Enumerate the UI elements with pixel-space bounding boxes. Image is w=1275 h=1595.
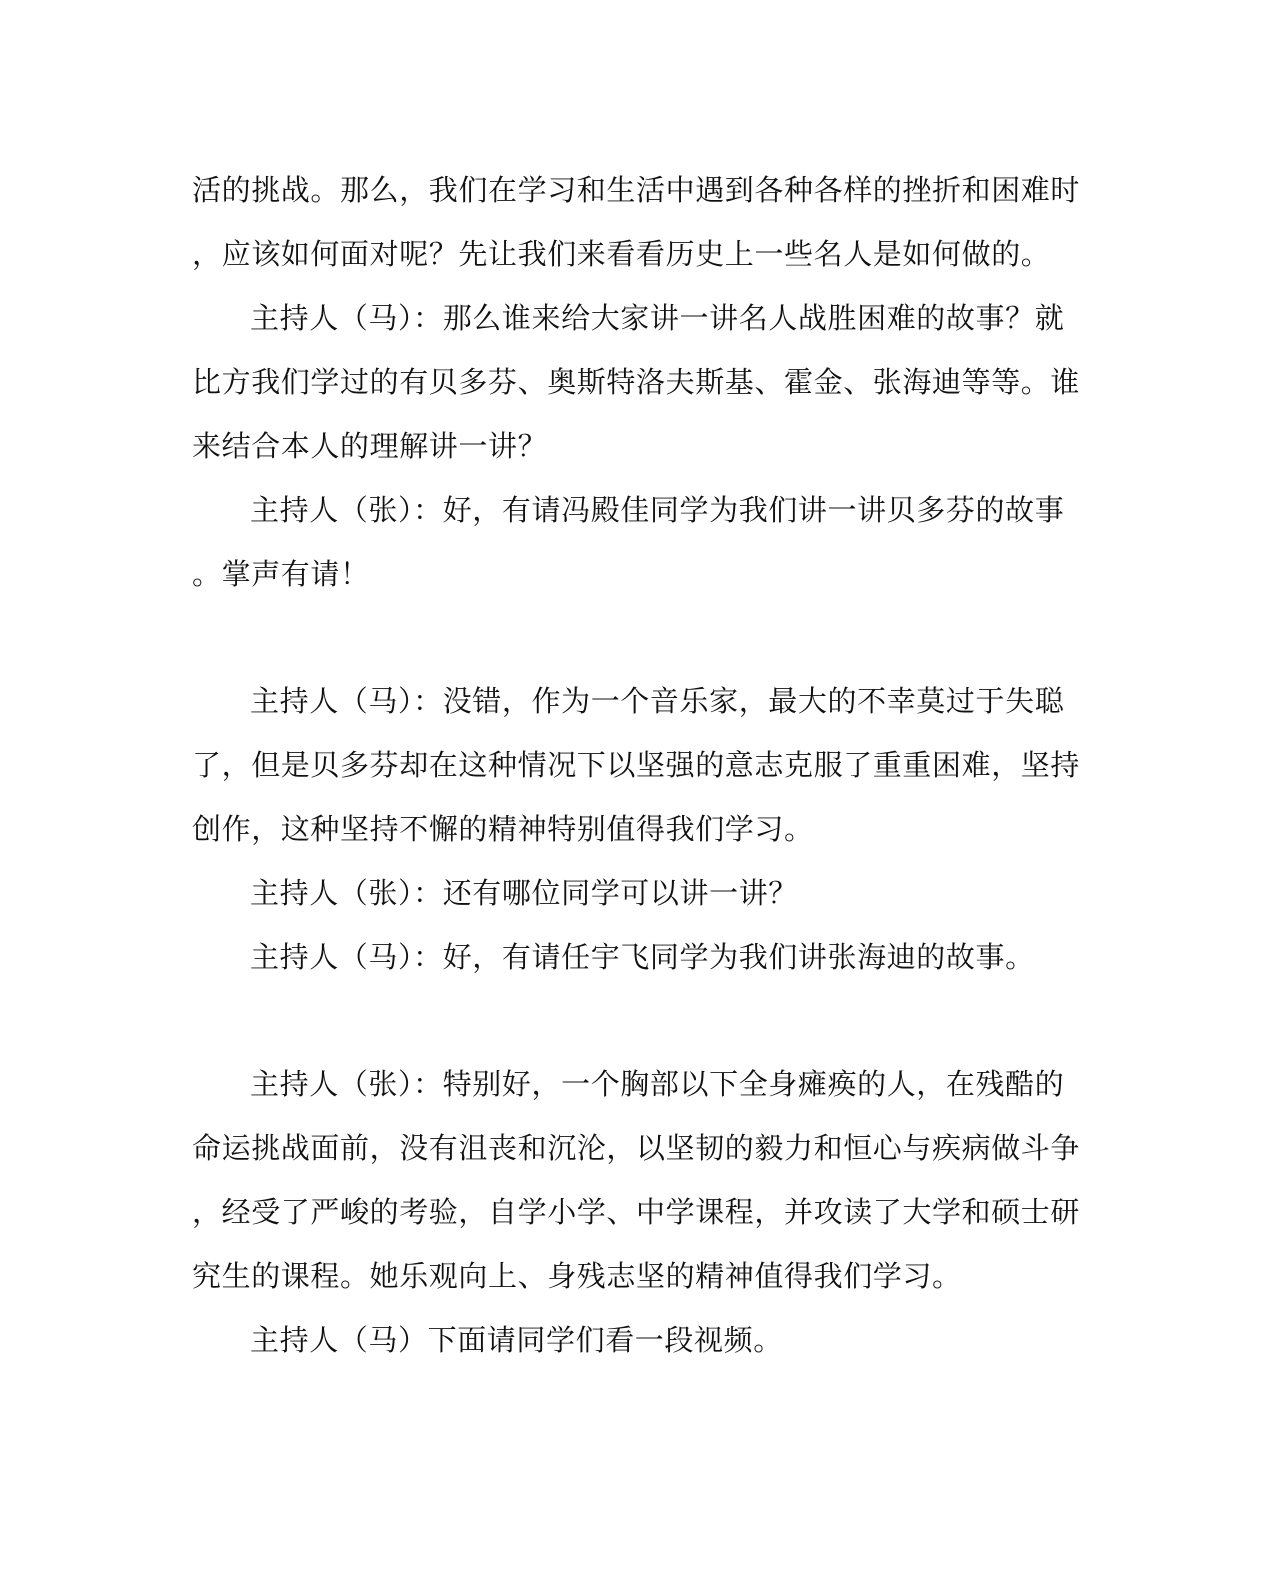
- text-line: 比方我们学过的有贝多芬、奥斯特洛夫斯基、霍金、张海迪等等。谁: [192, 365, 1081, 399]
- text-line: 了，但是贝多芬却在这种情况下以坚强的意志克服了重重困难，坚持: [192, 748, 1081, 782]
- text-line: ，应该如何面对呢？先让我们来看看历史上一些名人是如何做的。: [192, 237, 1051, 271]
- paragraph-start-line: 主持人（张）：好，有请冯殿佳同学为我们讲一讲贝多芬的故事: [250, 493, 1065, 527]
- text-line: 创作，这种坚持不懈的精神特别值得我们学习。: [192, 812, 814, 846]
- text-line: 活的挑战。那么，我们在学习和生活中遇到各种各样的挫折和困难时: [192, 173, 1081, 207]
- paragraph-start-line: 主持人（马）：好，有请任宇飞同学为我们讲张海迪的故事。: [250, 940, 1035, 974]
- text-line: 。掌声有请！: [192, 557, 370, 591]
- paragraph-start-line: 主持人（张）：还有哪位同学可以讲一讲？: [250, 876, 798, 910]
- paragraph-start-line: 主持人（马）：没错，作为一个音乐家，最大的不幸莫过于失聪: [250, 684, 1065, 718]
- paragraph-start-line: 主持人（张）：特别好，一个胸部以下全身瘫痪的人，在残酷的: [250, 1067, 1065, 1101]
- text-line: 究生的课程。她乐观向上、身残志坚的精神值得我们学习。: [192, 1259, 962, 1293]
- text-line: 来结合本人的理解讲一讲？: [192, 429, 548, 463]
- paragraph-start-line: 主持人（马）下面请同学们看一段视频。: [250, 1323, 783, 1357]
- text-line: 命运挑战面前，没有沮丧和沉沦，以坚韧的毅力和恒心与疾病做斗争: [192, 1131, 1081, 1165]
- paragraph-start-line: 主持人（马）：那么谁来给大家讲一讲名人战胜困难的故事？就: [250, 301, 1065, 335]
- text-line: ，经受了严峻的考验，自学小学、中学课程，并攻读了大学和硕士研: [192, 1195, 1081, 1229]
